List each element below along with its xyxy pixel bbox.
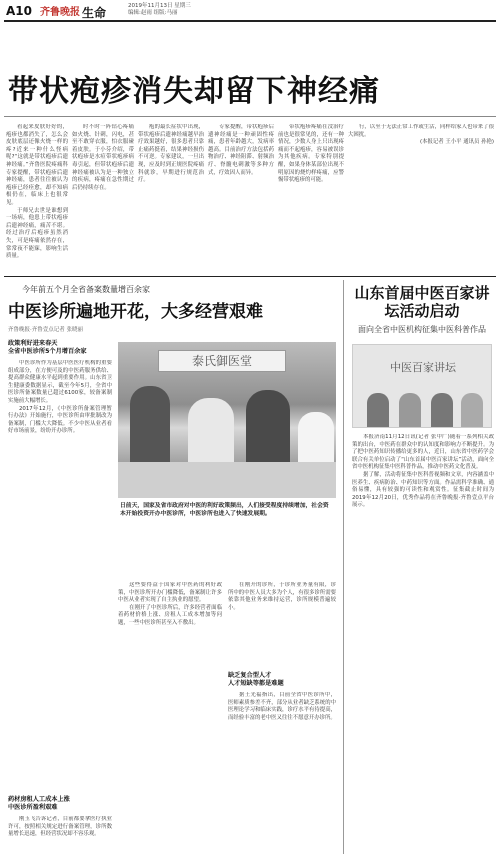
story2-body-b-text: 2017年12月，《中医诊所备案管理暂行办法》开始施行，中医诊所由审批制改为备案制，门槛大大降低。不少中医从业者看好市场前景，纷纷开办诊所。	[8, 405, 112, 435]
story3-subhead: 面向全省中医机构征集中医科普作品	[358, 325, 486, 334]
story1-col3-text: 时不时一阵钻心疼痛如火烧、针刺，闪电，甚至不敢穿衣服，怕衣服碰着皮肤。于小芬介绍，带状疱疹是水痘带状疱疹病毒引起，但带状疱疹后遗神经痛被认为是一种独立的疾病，疼痛在急性期过后仍持续存在。	[72, 124, 134, 191]
story2-kicker: 今年前五个月全省备案数量增百余家	[22, 285, 150, 294]
story3-body2-text: 据了解，活动将征集中医科普视频和文章，内容涵盖中医养生、疾病防治、中药知识等方面。作品需科学准确、通俗易懂，具有较强的可读性和观赏性。征集截止时间为2019年12月20日，优秀作品将在齐鲁晚报·齐鲁壹点平台展示。	[352, 471, 494, 509]
story2-mid-a	[118, 582, 222, 854]
story1-rule	[4, 116, 496, 117]
photo-person	[367, 393, 389, 427]
story2-body-a	[8, 360, 112, 586]
story1-col5-text: 专家提醒，带状疱疹后遗神经痛是一种顽固性疼痛，患者年龄越大，发病率越高。目前治疗方法包括药物治疗、神经阻滞、射频治疗、脊髓电刺激等多种方式，疗效因人而异。	[208, 124, 274, 176]
story2-body-c	[8, 816, 112, 854]
story1-col1	[6, 124, 68, 272]
story2-subhead-b-line2: 中医诊所盈利艰难	[8, 804, 58, 811]
story1-headline: 带状疱疹消失却留下神经痛	[8, 74, 380, 109]
section-name: 生命	[82, 6, 107, 20]
column-divider	[343, 280, 344, 854]
story2-subhead-c	[228, 672, 336, 688]
story2-headline: 中医诊所遍地开花，大多经营艰难	[8, 302, 263, 322]
story2-mid-a-text: 这些要得益于国家对中医药的利好政策，中医诊所开办门槛降低，备案制让许多中医从业者实现了自主执业的愿望。	[118, 582, 222, 604]
story3-body	[352, 434, 494, 854]
story1-col6-text: 带状疱疹疼痛在没治疗前也是很常见的，还有一种情况，少数人身上只出现疼痛而不起疱疹，容易被误诊为其他疾病。专家特别提醒，如果身体某部位出现不明原因的烧灼样疼痛，应警惕带状疱疹的可能。	[278, 124, 344, 184]
story3-headline: 山东首届中医百家讲坛活动启动	[354, 284, 490, 320]
story2-photo	[118, 342, 336, 498]
story2-subhead-a-line1: 政策利好进来春天	[8, 340, 58, 347]
story2-mid-c-text: 在刚开的诊所，于诊所业务量有限，诊所中的中医人员大多为个人，有很多诊所需要依靠其他业务来维持运营，诊所规模普遍较小。	[228, 582, 336, 611]
story1-col4	[138, 124, 204, 272]
photo-banner: 泰氏御医堂	[158, 350, 286, 372]
story1-col7	[348, 124, 494, 272]
story2-right-c-text: 据王光福指出，目前全省中医诊所中，医师素质参差不齐，部分从业者缺乏系统的中医理论学习和临床实践，诊疗水平有待提高，而经验丰富的老中医又往往不愿意开办诊所。	[228, 692, 336, 721]
story2-right-col	[228, 692, 336, 854]
story2-subhead-c-line2: 人才短缺等都是难题	[228, 680, 284, 687]
photo-table	[118, 462, 336, 498]
story1-col5	[208, 124, 274, 272]
story1-col7-text: 行，以至于无法正常工作或生活，同样给家人也带来了很大困扰。	[348, 124, 494, 138]
story2-body-a-text: 中医诊所作为基层中医医疗机构的重要组成部分，在方便可及的中医药服务供给、提高群众健康水平起到重要作用。山东省卫生健康委数据显示，截至今年5月，全省中医诊所备案数量已超过6100家，较备案制实施前大幅增长。	[8, 360, 112, 404]
story2-mid-col	[228, 582, 336, 666]
newspaper-logo: 齐鲁晚报	[40, 7, 80, 18]
story3-body-text: 本报济南11月12日讯(记者 张中广)随着一系列相关政策的出台，中医药在群众中的认知度和影响力不断提升。为了把中医药知识传播给更多的人，近日，山东省中医药学会联合有关单位启动了“山东首届中医百家讲坛”活动，面向全省中医机构征集中医科普作品，推动中医药文化普及。	[352, 434, 494, 471]
story2-subhead-a	[8, 340, 112, 356]
story1-col4-text: 疱的最长症状中出现，带状疱疹后遗神经痛越早治疗效果越好，很多患者只靠止痛药挺着，结果神经损伤不可逆。专家建议，一旦出现，应及时到正规医院疼痛科就诊，早期进行规范治疗。	[138, 124, 204, 184]
story1-reporter: (本报记者 王小平 通讯员 孙艳)	[419, 139, 494, 146]
story2-subhead-c-line1: 缺乏复合型人才	[228, 672, 272, 679]
story1-col3	[72, 124, 134, 272]
page-number: A10	[6, 4, 32, 18]
issue-date: 2019年11月13日 星期三	[128, 3, 191, 9]
story1-col6	[278, 124, 344, 272]
story3-photo	[352, 344, 492, 428]
story1-bottom-rule	[4, 276, 496, 277]
photo-person	[431, 393, 453, 427]
editors: 编辑:赵雨 组版:马丽	[128, 10, 178, 16]
photo-sign: 中医百家讲坛	[390, 361, 456, 374]
story1-col2-text: 于师兄去世是谁想到一场病，他患上带状疱疹后遗神经痛，痛苦不堪。经过治疗后疱疹虽然消失，可是疼痛依然存在，常常夜不能寐，影响生活质量。	[6, 207, 68, 260]
story2-caption: 日前天，国家及省市政府对中医的利好政策频出，人们接受程度持续增加，社会资本开始投资开办中医诊所，中医诊所也进入了快速发展期。	[120, 503, 329, 518]
story2-subhead-b	[8, 796, 112, 812]
header-rule	[4, 20, 496, 22]
story2-mid-b-text: 在刚开了中医诊所后，许多经营者面临着药材价格上涨、房租人工成本增加等问题，一些中医诊所甚至入不敷出。	[118, 604, 222, 626]
story1-col1-text: 看起来皮肤好好的，疱疹也都消失了，怎么会皮肤底层还像火烧一样的疼?近来一种什么怪病呢?“这就是带状疱疹后遗神经痛。”齐鲁医院疼痛科专家提醒，带状疱疹后遗神经痛，患者往往被认为疱疹已经痊愈，却不知病根仍在，临床上也很常见。	[6, 124, 68, 206]
story2-subhead-b-line1: 药材房租人工成本上涨	[8, 796, 70, 803]
story2-subhead-a-line2: 全省中医诊所5个月增百余家	[8, 348, 87, 355]
photo-person	[461, 393, 483, 427]
header-meta	[128, 3, 191, 17]
story2-body-c-text: 刚玉飞告诉记者，目前都要拿医疗执业许可，按照相关规定进行备案管理，诊所数量增长迅速，但经营状况却不容乐观。	[8, 816, 112, 838]
photo-person	[399, 393, 421, 427]
story2-byline: 齐鲁晚报·齐鲁壹点记者 张晓丽	[8, 327, 83, 333]
